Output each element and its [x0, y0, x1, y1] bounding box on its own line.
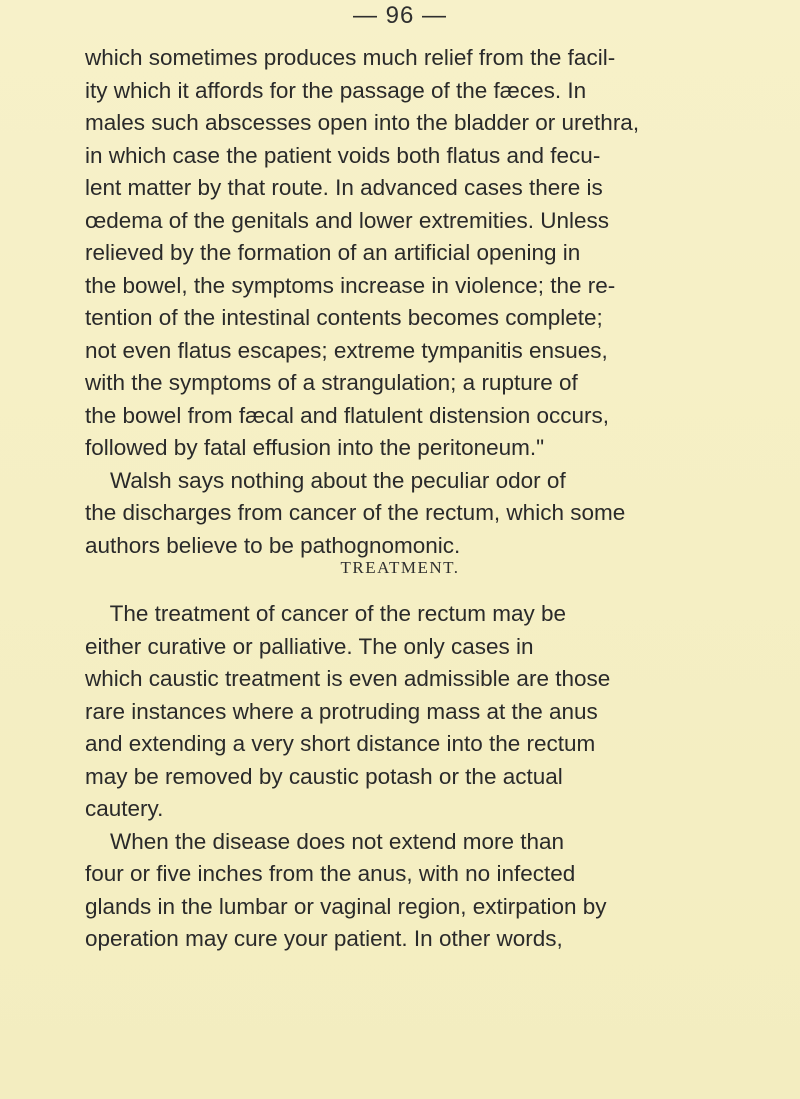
text-line: the bowel from fæcal and flatulent distension occurs,: [85, 402, 610, 428]
text-line: ity which it affords for the passage of the fæces. In: [85, 77, 587, 103]
body-text-section-1: [85, 42, 697, 562]
text-line: either curative or palliative. The only cases in: [85, 633, 534, 659]
text-line: the bowel, the symptoms increase in violence; the re-: [85, 272, 616, 298]
text-line: glands in the lumbar or vaginal region, extirpation by: [85, 893, 607, 919]
text-line: which caustic treatment is even admissible are those: [85, 666, 611, 691]
text-line: The treatment of cancer of the rectum may be: [85, 601, 567, 626]
text-line: in which case the patient voids both flatus and fecu-: [85, 142, 601, 168]
text-line: which sometimes produces much relief from the facil-: [85, 45, 616, 70]
text-line: males such abscesses open into the bladder or urethra,: [85, 110, 640, 135]
text-line: rare instances where a protruding mass at the anus: [85, 698, 598, 724]
text-line: relieved by the formation of an artificial opening in: [85, 240, 581, 265]
text-line: four or five inches from the anus, with no infected: [85, 861, 576, 886]
body-text-section-2: [85, 598, 697, 956]
page-number: — 96 —: [352, 2, 448, 29]
text-line: cautery.: [85, 796, 164, 821]
text-line: authors believe to be pathognomonic.: [85, 532, 461, 558]
text-line: operation may cure your patient. In other words,: [85, 926, 563, 951]
text-line: and extending a very short distance into the rectum: [85, 731, 596, 756]
text-line: with the symptoms of a strangulation; a rupture of: [85, 370, 578, 395]
text-line: the discharges from cancer of the rectum, which some: [85, 500, 626, 525]
text-line: When the disease does not extend more than: [85, 828, 565, 854]
text-line: tention of the intestinal contents becomes complete;: [85, 305, 603, 330]
text-line: Walsh says nothing about the peculiar odor of: [85, 467, 566, 493]
section-heading: TREATMENT.: [340, 558, 460, 577]
text-line: œdema of the genitals and lower extremities. Unless: [85, 207, 609, 233]
text-line: lent matter by that route. In advanced cases there is: [85, 175, 603, 200]
text-line: may be removed by caustic potash or the actual: [85, 763, 563, 789]
text-line: not even flatus escapes; extreme tympanitis ensues,: [85, 337, 608, 363]
text-line: followed by fatal effusion into the peritoneum.": [85, 435, 545, 460]
